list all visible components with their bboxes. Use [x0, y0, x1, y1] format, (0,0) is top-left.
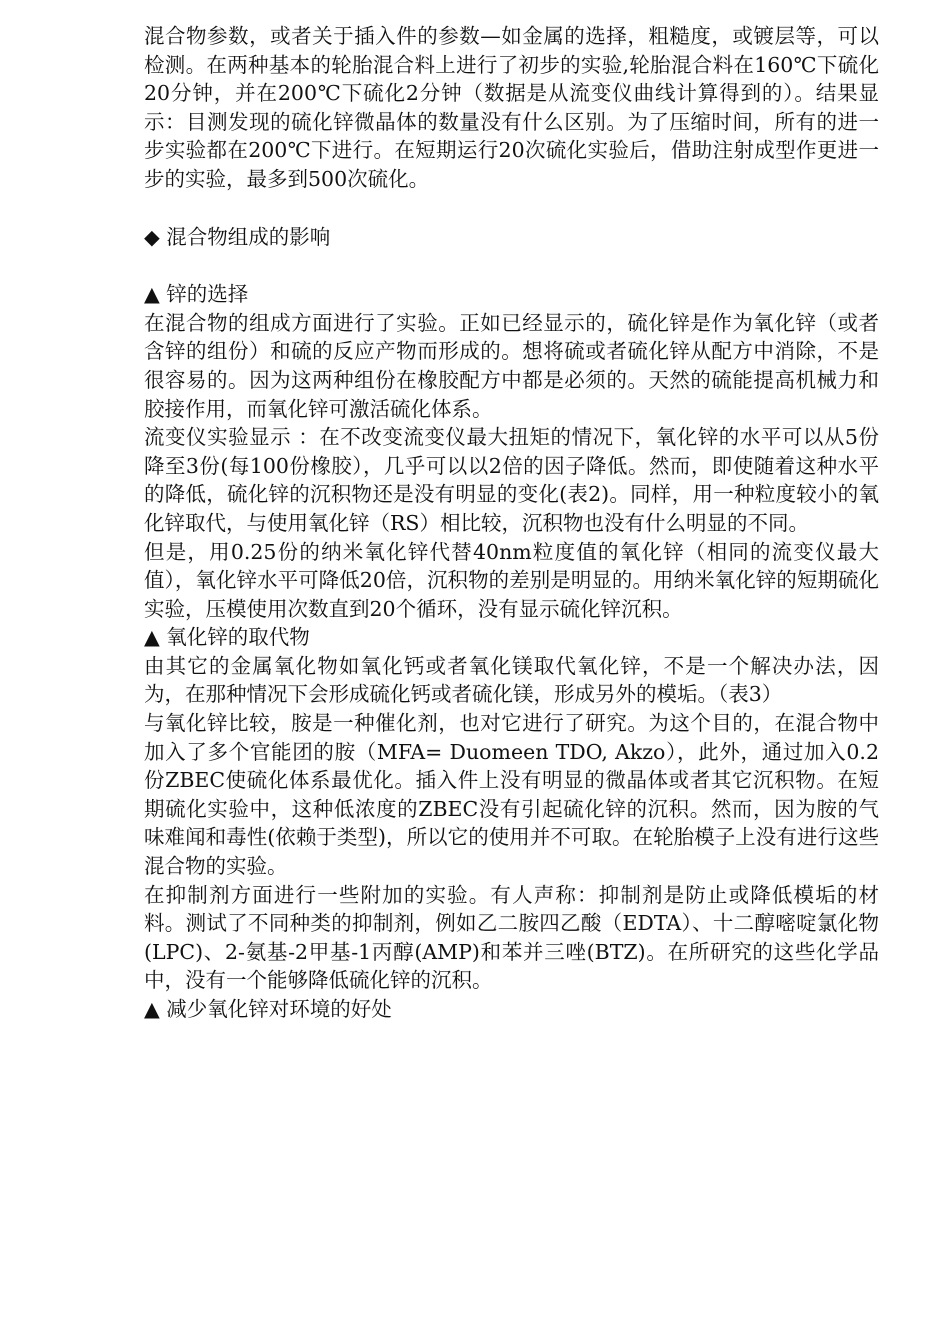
paragraph-composition-experiments: 在混合物的组成方面进行了实验。正如已经显示的，硫化锌是作为氧化锌（或者含锌的组份）和硫的反应产物而形成的。想将硫或者硫化锌从配方中消除，不是很容易的。因为这两种组份在橡胶配方中都是必须的。天然的硫能提高机械力和胶接作用，而氧化锌可激活硫化体系。: [144, 310, 879, 421]
paragraph-inhibitors: 在抑制剂方面进行一些附加的实验。有人声称：抑制剂是防止或降低模垢的材料。测试了不同种类的抑制剂，例如乙二胺四乙酸（EDTA）、十二醇嘧啶氯化物(LPC)、2-氨基-2甲基-1丙醇(AMP)和苯并三唑(BTZ)。在所研究的这些化学品中，没有一个能够降低硫化锌的沉积。: [144, 882, 879, 993]
paragraph-rheometer-results: 流变仪实验显示 ：在不改变流变仪最大扭矩的情况下，氧化锌的水平可以从5份降至3份(每100份橡胶），几乎可以以2倍的因子降低。然而，即使随着这种水平的降低，硫化锌的沉积物还是没有明显的变化(表2)。同样，用一种粒度较小的氧化锌取代，与使用氧化锌（RS）相比较，沉积物也没有什么明显的不同。: [144, 425, 879, 535]
paragraph-intro: 混合物参数，或者关于插入件的参数—如金属的选择，粗糙度，或镀层等，可以检测。在两种基本的轮胎混合料上进行了初步的实验,轮胎混合料在160℃下硫化20分钟，并在200℃下硫化2分钟（数据是从流变仪曲线计算得到的）。结果显示：目测发现的硫化锌微晶体的数量没有什么区别。为了压缩时间，所有的进一步实验都在200℃下进行。在短期运行20次硫化实验后，借助注射成型作更进一步的实验，最多到500次硫化。: [144, 24, 879, 191]
paragraph-metal-oxides: 由其它的金属氧化物如氧化钙或者氧化镁取代氧化锌，不是一个解决办法，因为，在那种情况下会形成硫化钙或者硫化镁，形成另外的模垢。（表3）: [144, 653, 879, 707]
subheading-environmental-benefits: ▲ 减少氧化锌对环境的好处: [144, 997, 392, 1021]
section-heading-compound-composition: ◆ 混合物组成的影响: [144, 224, 331, 249]
spacer: [144, 194, 879, 223]
document-page: [144, 22, 879, 1024]
paragraph-nano-zinc-oxide: 但是，用0.25份的纳米氧化锌代替40nm粒度值的氧化锌（相同的流变仪最大值），氧化锌水平可降低20倍，沉积物的差别是明显的。用纳米氧化锌的短期硫化实验，压模使用次数直到20个循环，没有显示硫化锌沉积。: [144, 539, 879, 621]
paragraph-amine-catalyst: 与氧化锌比较，胺是一种催化剂，也对它进行了研究。为这个目的，在混合物中加入了多个官能团的胺（MFA= Duomeen TDO, Akzo），此外，通过加入0.2 份ZBEC使硫化体系最优化。插入件上没有明显的微晶体或者其它沉积物。在短期硫化实验中，这种低浓度的ZBEC没有引起硫化锌的沉积。然而，因为胺的气味难闻和毒性(依赖于类型)，所以它的使用并不可取。在轮胎模子上没有进行这些混合物的实验。: [144, 711, 879, 879]
subheading-zinc-selection: ▲ 锌的选择: [144, 282, 249, 307]
subheading-zinc-oxide-substitutes: ▲ 氧化锌的取代物: [144, 625, 310, 650]
spacer: [144, 251, 879, 280]
